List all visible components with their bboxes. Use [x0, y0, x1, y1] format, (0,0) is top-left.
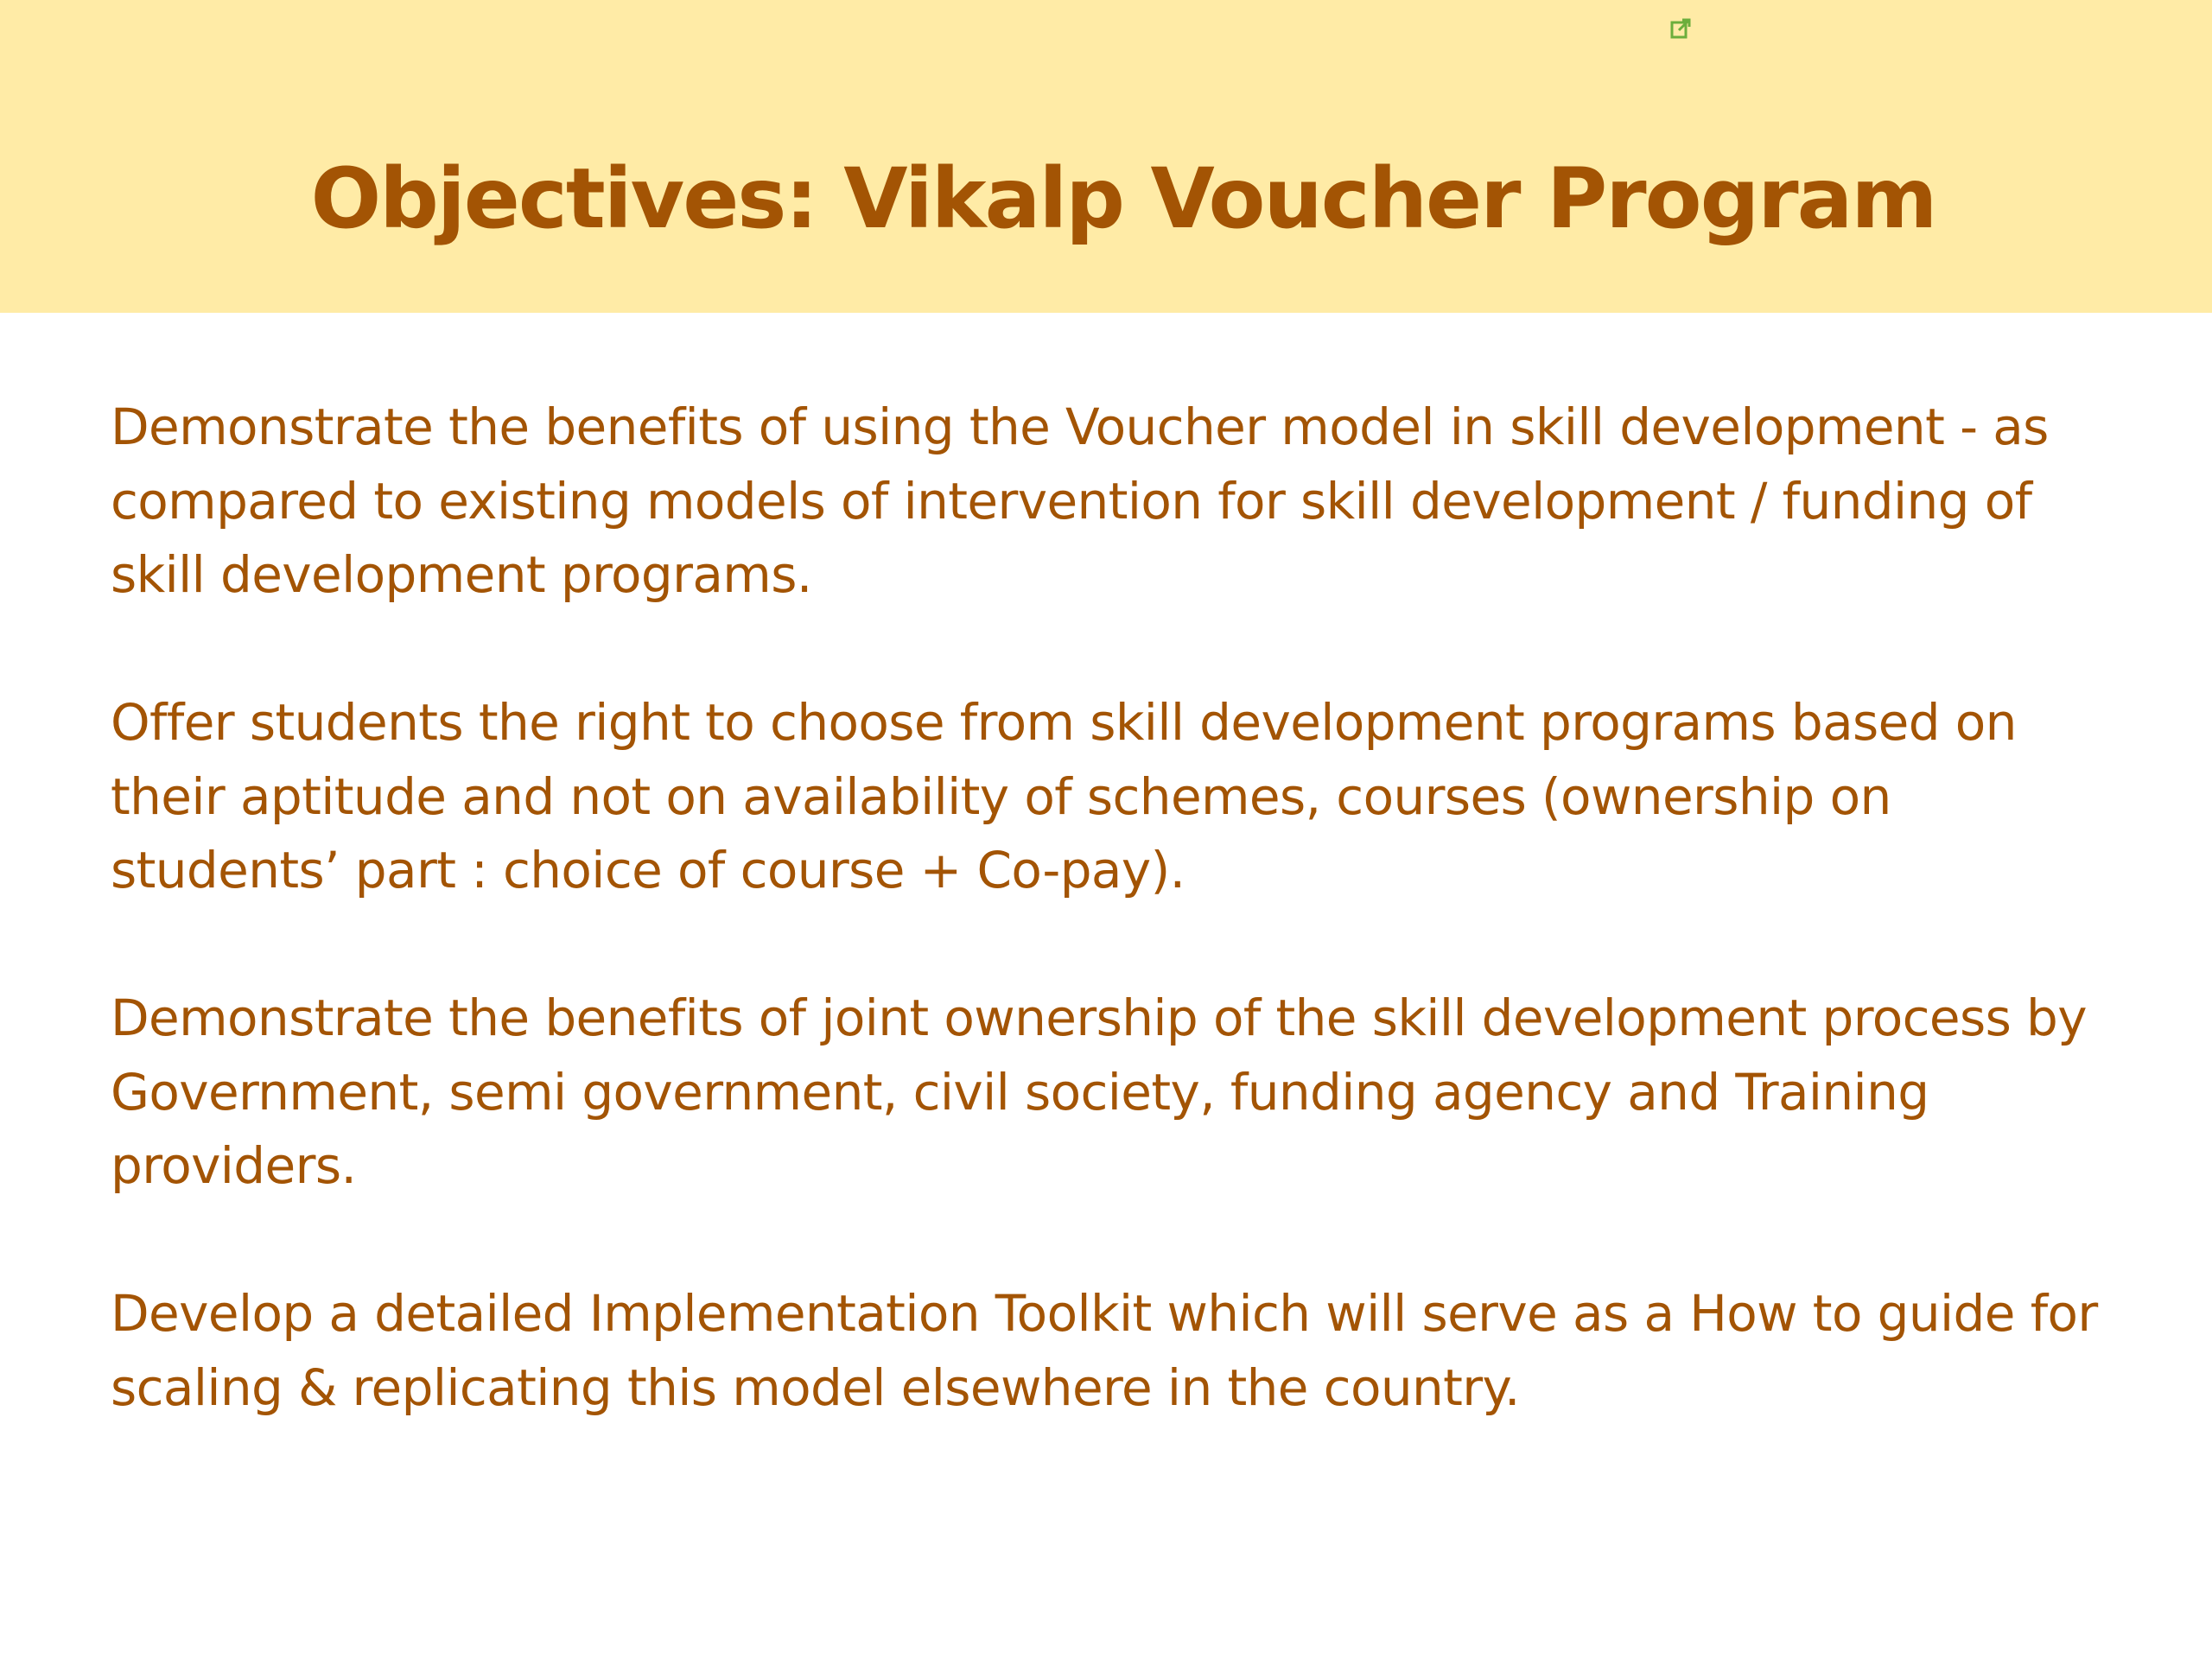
objective-paragraph: [111, 982, 2184, 1204]
objective-line: their aptitude and not on availability of schemes, courses (ownership on: [111, 766, 1891, 826]
objective-paragraph: [111, 686, 2184, 908]
objective-line: Offer students the right to choose from skill development programs based on: [111, 693, 2017, 752]
objective-line: providers.: [111, 1136, 357, 1195]
title-banner: [0, 0, 2212, 313]
objective-paragraph: [111, 391, 2184, 613]
objective-line: Develop a detailed Implementation Toolkit which will serve as a How to guide for: [111, 1284, 2098, 1343]
external-link-icon[interactable]: [1669, 17, 1692, 40]
objective-line: Demonstrate the benefits of using the Voucher model in skill development - as: [111, 397, 2049, 456]
page-title: Objectives: Vikalp Voucher Program: [310, 150, 1936, 247]
objective-line: skill development programs.: [111, 545, 812, 604]
objectives-list: [111, 391, 2184, 1425]
objective-line: scaling & replicating this model elsewhere in the country.: [111, 1357, 1520, 1417]
objective-paragraph: [111, 1277, 2184, 1425]
objective-line: students’ part : choice of course + Co-pay).: [111, 841, 1185, 899]
objective-line: Government, semi government, civil society, funding agency and Training: [111, 1062, 1929, 1122]
objective-line: compared to existing models of intervention for skill development / funding of: [111, 471, 2032, 531]
objective-line: Demonstrate the benefits of joint ownership of the skill development process by: [111, 988, 2087, 1047]
